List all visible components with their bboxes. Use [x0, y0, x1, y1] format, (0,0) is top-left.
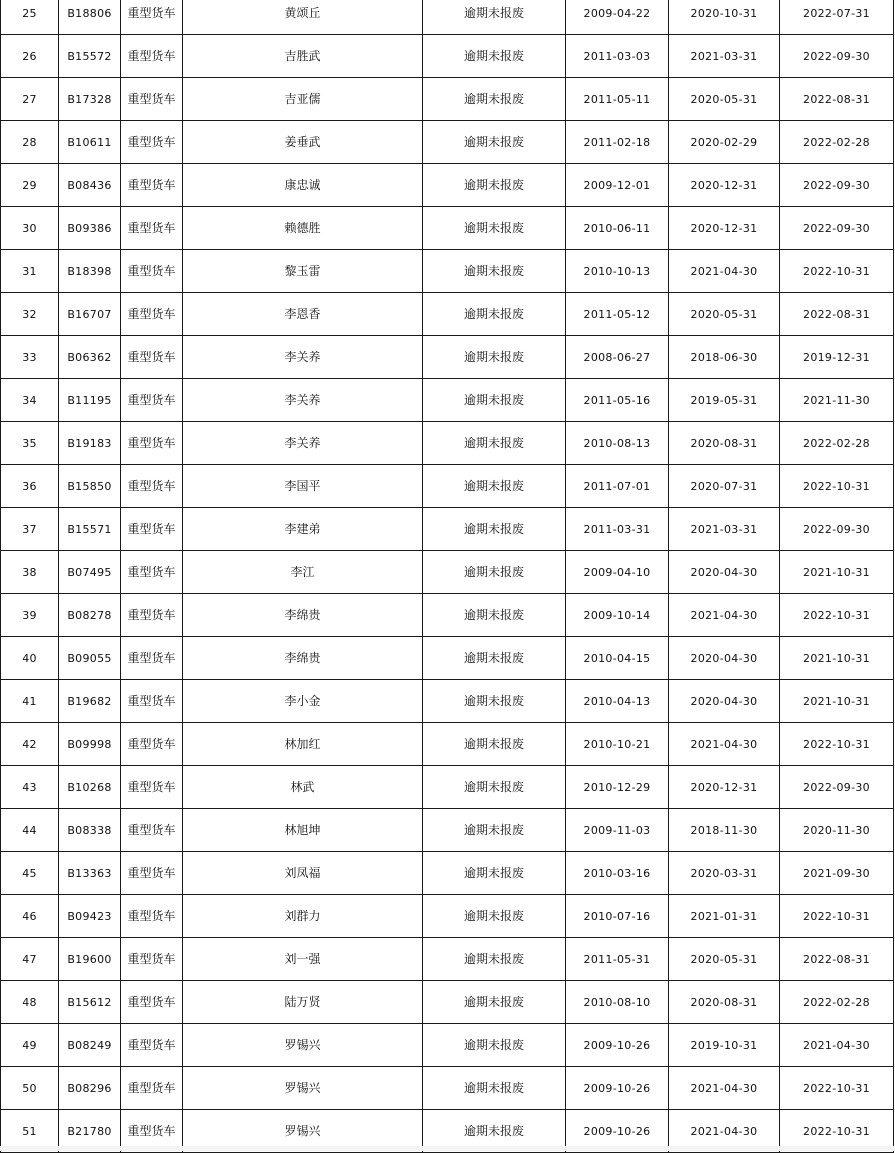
cell-index: 42: [1, 723, 59, 766]
bottom-edge: [0, 1146, 895, 1151]
cell-index: 27: [1, 78, 59, 121]
cell-deadline: 2022-02-28: [780, 981, 894, 1024]
cell-vehicle-type: 重型货车: [121, 1110, 183, 1153]
cell-inspection-date: 2020-02-29: [669, 121, 780, 164]
cell-owner: 姜垂武: [183, 121, 423, 164]
cell-owner: 林旭坤: [183, 809, 423, 852]
cell-index: 25: [1, 0, 59, 35]
cell-deadline: 2022-10-31: [780, 895, 894, 938]
cell-status: 逾期未报废: [423, 35, 566, 78]
cell-register-date: 2011-03-03: [566, 35, 669, 78]
cell-register-date: 2010-06-11: [566, 207, 669, 250]
cell-status: 逾期未报废: [423, 250, 566, 293]
cell-plate: B18398: [59, 250, 121, 293]
cell-register-date: 2009-10-14: [566, 594, 669, 637]
cell-owner: 赖德胜: [183, 207, 423, 250]
cell-deadline: 2021-10-31: [780, 637, 894, 680]
cell-register-date: 2010-08-13: [566, 422, 669, 465]
cell-deadline: 2022-08-31: [780, 78, 894, 121]
cell-deadline: 2022-09-30: [780, 35, 894, 78]
table-row: [1, 766, 894, 809]
cell-inspection-date: 2019-05-31: [669, 379, 780, 422]
cell-deadline: 2022-09-30: [780, 766, 894, 809]
cell-inspection-date: 2020-04-30: [669, 551, 780, 594]
cell-plate: B11195: [59, 379, 121, 422]
table-row: [1, 680, 894, 723]
cell-register-date: 2010-08-10: [566, 981, 669, 1024]
cell-status: 逾期未报废: [423, 379, 566, 422]
cell-deadline: 2022-02-28: [780, 422, 894, 465]
cell-plate: B16707: [59, 293, 121, 336]
cell-plate: B15612: [59, 981, 121, 1024]
cell-owner: 黎玉雷: [183, 250, 423, 293]
table-row: [1, 852, 894, 895]
cell-index: 47: [1, 938, 59, 981]
cell-owner: 吉亚儒: [183, 78, 423, 121]
cell-owner: 罗锡兴: [183, 1024, 423, 1067]
cell-deadline: 2021-11-30: [780, 379, 894, 422]
cell-index: 48: [1, 981, 59, 1024]
cell-register-date: 2011-05-16: [566, 379, 669, 422]
cell-vehicle-type: 重型货车: [121, 465, 183, 508]
cell-status: 逾期未报废: [423, 723, 566, 766]
cell-deadline: 2022-02-28: [780, 121, 894, 164]
cell-owner: 李建弟: [183, 508, 423, 551]
cell-register-date: 2010-12-29: [566, 766, 669, 809]
cell-index: 51: [1, 1110, 59, 1153]
cell-deadline: 2022-10-31: [780, 1067, 894, 1110]
cell-owner: 李国平: [183, 465, 423, 508]
cell-register-date: 2009-10-26: [566, 1067, 669, 1110]
table-body: [1, 0, 894, 1153]
cell-vehicle-type: 重型货车: [121, 852, 183, 895]
cell-inspection-date: 2020-12-31: [669, 164, 780, 207]
table-row: [1, 78, 894, 121]
cell-vehicle-type: 重型货车: [121, 508, 183, 551]
cell-owner: 林加红: [183, 723, 423, 766]
cell-deadline: 2022-10-31: [780, 723, 894, 766]
cell-inspection-date: 2021-04-30: [669, 1067, 780, 1110]
cell-vehicle-type: 重型货车: [121, 594, 183, 637]
cell-status: 逾期未报废: [423, 1110, 566, 1153]
cell-owner: 李关养: [183, 336, 423, 379]
cell-plate: B09998: [59, 723, 121, 766]
cell-inspection-date: 2021-04-30: [669, 250, 780, 293]
cell-plate: B08436: [59, 164, 121, 207]
cell-inspection-date: 2019-10-31: [669, 1024, 780, 1067]
cell-vehicle-type: 重型货车: [121, 895, 183, 938]
cell-owner: 李关养: [183, 422, 423, 465]
cell-plate: B06362: [59, 336, 121, 379]
cell-register-date: 2011-03-31: [566, 508, 669, 551]
cell-register-date: 2010-07-16: [566, 895, 669, 938]
cell-inspection-date: 2021-03-31: [669, 508, 780, 551]
cell-deadline: 2021-09-30: [780, 852, 894, 895]
cell-status: 逾期未报废: [423, 336, 566, 379]
table-row: [1, 637, 894, 680]
cell-register-date: 2009-12-01: [566, 164, 669, 207]
cell-owner: 李江: [183, 551, 423, 594]
cell-plate: B17328: [59, 78, 121, 121]
cell-status: 逾期未报废: [423, 422, 566, 465]
cell-owner: 李绵贵: [183, 594, 423, 637]
cell-status: 逾期未报废: [423, 1024, 566, 1067]
cell-vehicle-type: 重型货车: [121, 121, 183, 164]
cell-vehicle-type: 重型货车: [121, 551, 183, 594]
cell-index: 28: [1, 121, 59, 164]
table-row: [1, 723, 894, 766]
cell-vehicle-type: 重型货车: [121, 981, 183, 1024]
cell-inspection-date: 2021-04-30: [669, 1110, 780, 1153]
cell-index: 34: [1, 379, 59, 422]
table-row: [1, 981, 894, 1024]
cell-owner: 罗锡兴: [183, 1110, 423, 1153]
cell-inspection-date: 2020-05-31: [669, 78, 780, 121]
cell-plate: B15572: [59, 35, 121, 78]
cell-plate: B08249: [59, 1024, 121, 1067]
cell-inspection-date: 2020-04-30: [669, 637, 780, 680]
table-row: [1, 250, 894, 293]
cell-status: 逾期未报废: [423, 0, 566, 35]
cell-index: 39: [1, 594, 59, 637]
cell-register-date: 2010-03-16: [566, 852, 669, 895]
table-row: [1, 207, 894, 250]
cell-index: 29: [1, 164, 59, 207]
table-row: [1, 164, 894, 207]
cell-deadline: 2022-09-30: [780, 164, 894, 207]
cell-register-date: 2008-06-27: [566, 336, 669, 379]
cell-register-date: 2011-05-11: [566, 78, 669, 121]
cell-inspection-date: 2020-10-31: [669, 0, 780, 35]
table-row: [1, 422, 894, 465]
cell-status: 逾期未报废: [423, 680, 566, 723]
cell-owner: 李绵贵: [183, 637, 423, 680]
cell-owner: 李关养: [183, 379, 423, 422]
cell-vehicle-type: 重型货车: [121, 35, 183, 78]
cell-status: 逾期未报废: [423, 809, 566, 852]
cell-deadline: 2022-09-30: [780, 207, 894, 250]
cell-status: 逾期未报废: [423, 637, 566, 680]
cell-status: 逾期未报废: [423, 766, 566, 809]
cell-deadline: 2022-09-30: [780, 508, 894, 551]
cell-deadline: 2022-10-31: [780, 1110, 894, 1153]
cell-status: 逾期未报废: [423, 164, 566, 207]
cell-vehicle-type: 重型货车: [121, 637, 183, 680]
cell-plate: B15850: [59, 465, 121, 508]
table-row: [1, 465, 894, 508]
cell-index: 50: [1, 1067, 59, 1110]
cell-plate: B10611: [59, 121, 121, 164]
cell-deadline: 2022-10-31: [780, 250, 894, 293]
cell-vehicle-type: 重型货车: [121, 1067, 183, 1110]
cell-deadline: 2021-04-30: [780, 1024, 894, 1067]
cell-index: 40: [1, 637, 59, 680]
cell-plate: B09423: [59, 895, 121, 938]
cell-index: 49: [1, 1024, 59, 1067]
table-row: [1, 1067, 894, 1110]
cell-deadline: 2021-10-31: [780, 680, 894, 723]
cell-register-date: 2009-04-22: [566, 0, 669, 35]
cell-plate: B18806: [59, 0, 121, 35]
cell-deadline: 2022-07-31: [780, 0, 894, 35]
cell-register-date: 2011-05-31: [566, 938, 669, 981]
cell-status: 逾期未报废: [423, 465, 566, 508]
cell-index: 32: [1, 293, 59, 336]
cell-status: 逾期未报废: [423, 594, 566, 637]
cell-status: 逾期未报废: [423, 293, 566, 336]
cell-deadline: 2022-10-31: [780, 594, 894, 637]
cell-vehicle-type: 重型货车: [121, 207, 183, 250]
cell-index: 35: [1, 422, 59, 465]
cell-status: 逾期未报废: [423, 981, 566, 1024]
table-row: [1, 551, 894, 594]
cell-status: 逾期未报废: [423, 938, 566, 981]
cell-owner: 林武: [183, 766, 423, 809]
cell-vehicle-type: 重型货车: [121, 766, 183, 809]
cell-plate: B09386: [59, 207, 121, 250]
cell-inspection-date: 2021-03-31: [669, 35, 780, 78]
cell-inspection-date: 2020-12-31: [669, 207, 780, 250]
cell-register-date: 2010-10-13: [566, 250, 669, 293]
cell-register-date: 2010-10-21: [566, 723, 669, 766]
cell-inspection-date: 2020-04-30: [669, 680, 780, 723]
cell-inspection-date: 2018-06-30: [669, 336, 780, 379]
cell-status: 逾期未报废: [423, 207, 566, 250]
cell-owner: 刘群力: [183, 895, 423, 938]
cell-index: 31: [1, 250, 59, 293]
cell-owner: 康忠诚: [183, 164, 423, 207]
cell-vehicle-type: 重型货车: [121, 336, 183, 379]
cell-plate: B08296: [59, 1067, 121, 1110]
cell-register-date: 2009-10-26: [566, 1110, 669, 1153]
cell-plate: B13363: [59, 852, 121, 895]
cell-plate: B10268: [59, 766, 121, 809]
cell-index: 45: [1, 852, 59, 895]
table-row: [1, 594, 894, 637]
cell-plate: B08278: [59, 594, 121, 637]
table-row: [1, 938, 894, 981]
cell-owner: 陆万贤: [183, 981, 423, 1024]
cell-owner: 李恩香: [183, 293, 423, 336]
cell-inspection-date: 2021-01-31: [669, 895, 780, 938]
cell-inspection-date: 2020-12-31: [669, 766, 780, 809]
cell-deadline: 2022-08-31: [780, 293, 894, 336]
cell-status: 逾期未报废: [423, 852, 566, 895]
cell-vehicle-type: 重型货车: [121, 293, 183, 336]
cell-vehicle-type: 重型货车: [121, 379, 183, 422]
cell-plate: B09055: [59, 637, 121, 680]
cell-index: 43: [1, 766, 59, 809]
cell-deadline: 2022-08-31: [780, 938, 894, 981]
table-row: [1, 809, 894, 852]
cell-vehicle-type: 重型货车: [121, 809, 183, 852]
cell-register-date: 2009-04-10: [566, 551, 669, 594]
cell-register-date: 2010-04-13: [566, 680, 669, 723]
cell-index: 33: [1, 336, 59, 379]
cell-vehicle-type: 重型货车: [121, 164, 183, 207]
cell-deadline: 2021-10-31: [780, 551, 894, 594]
cell-inspection-date: 2021-04-30: [669, 723, 780, 766]
cell-index: 36: [1, 465, 59, 508]
table-row: [1, 1024, 894, 1067]
table-row: [1, 895, 894, 938]
cell-index: 46: [1, 895, 59, 938]
cell-plate: B08338: [59, 809, 121, 852]
cell-deadline: 2022-10-31: [780, 465, 894, 508]
cell-plate: B19600: [59, 938, 121, 981]
table-row: [1, 293, 894, 336]
cell-inspection-date: 2020-03-31: [669, 852, 780, 895]
cell-owner: 李小金: [183, 680, 423, 723]
cell-inspection-date: 2021-04-30: [669, 594, 780, 637]
cell-index: 38: [1, 551, 59, 594]
cell-owner: 吉胜武: [183, 35, 423, 78]
cell-vehicle-type: 重型货车: [121, 250, 183, 293]
table-row: [1, 121, 894, 164]
cell-register-date: 2010-04-15: [566, 637, 669, 680]
cell-inspection-date: 2020-07-31: [669, 465, 780, 508]
cell-register-date: 2009-10-26: [566, 1024, 669, 1067]
cell-register-date: 2011-05-12: [566, 293, 669, 336]
cell-inspection-date: 2020-05-31: [669, 938, 780, 981]
cell-status: 逾期未报废: [423, 895, 566, 938]
cell-owner: 刘凤福: [183, 852, 423, 895]
cell-deadline: 2020-11-30: [780, 809, 894, 852]
cell-inspection-date: 2018-11-30: [669, 809, 780, 852]
cell-status: 逾期未报废: [423, 551, 566, 594]
cell-vehicle-type: 重型货车: [121, 938, 183, 981]
cell-deadline: 2019-12-31: [780, 336, 894, 379]
cell-register-date: 2011-07-01: [566, 465, 669, 508]
cell-vehicle-type: 重型货车: [121, 680, 183, 723]
cell-plate: B19682: [59, 680, 121, 723]
table-row: [1, 0, 894, 35]
cell-index: 26: [1, 35, 59, 78]
cell-register-date: 2011-02-18: [566, 121, 669, 164]
cell-vehicle-type: 重型货车: [121, 78, 183, 121]
cell-inspection-date: 2020-05-31: [669, 293, 780, 336]
cell-plate: B19183: [59, 422, 121, 465]
table-row: [1, 379, 894, 422]
cell-vehicle-type: 重型货车: [121, 723, 183, 766]
cell-owner: 刘一强: [183, 938, 423, 981]
cell-status: 逾期未报废: [423, 508, 566, 551]
cell-index: 44: [1, 809, 59, 852]
cell-status: 逾期未报废: [423, 78, 566, 121]
cell-status: 逾期未报废: [423, 121, 566, 164]
cell-inspection-date: 2020-08-31: [669, 422, 780, 465]
cell-index: 30: [1, 207, 59, 250]
cell-register-date: 2009-11-03: [566, 809, 669, 852]
cell-plate: B07495: [59, 551, 121, 594]
cell-vehicle-type: 重型货车: [121, 0, 183, 35]
table-row: [1, 35, 894, 78]
cell-owner: 黄颂丘: [183, 0, 423, 35]
cell-index: 41: [1, 680, 59, 723]
table-row: [1, 508, 894, 551]
cell-plate: B21780: [59, 1110, 121, 1153]
cell-owner: 罗锡兴: [183, 1067, 423, 1110]
cell-status: 逾期未报废: [423, 1067, 566, 1110]
cell-plate: B15571: [59, 508, 121, 551]
cell-index: 37: [1, 508, 59, 551]
cell-inspection-date: 2020-08-31: [669, 981, 780, 1024]
table-row: [1, 336, 894, 379]
cell-vehicle-type: 重型货车: [121, 1024, 183, 1067]
cell-vehicle-type: 重型货车: [121, 422, 183, 465]
